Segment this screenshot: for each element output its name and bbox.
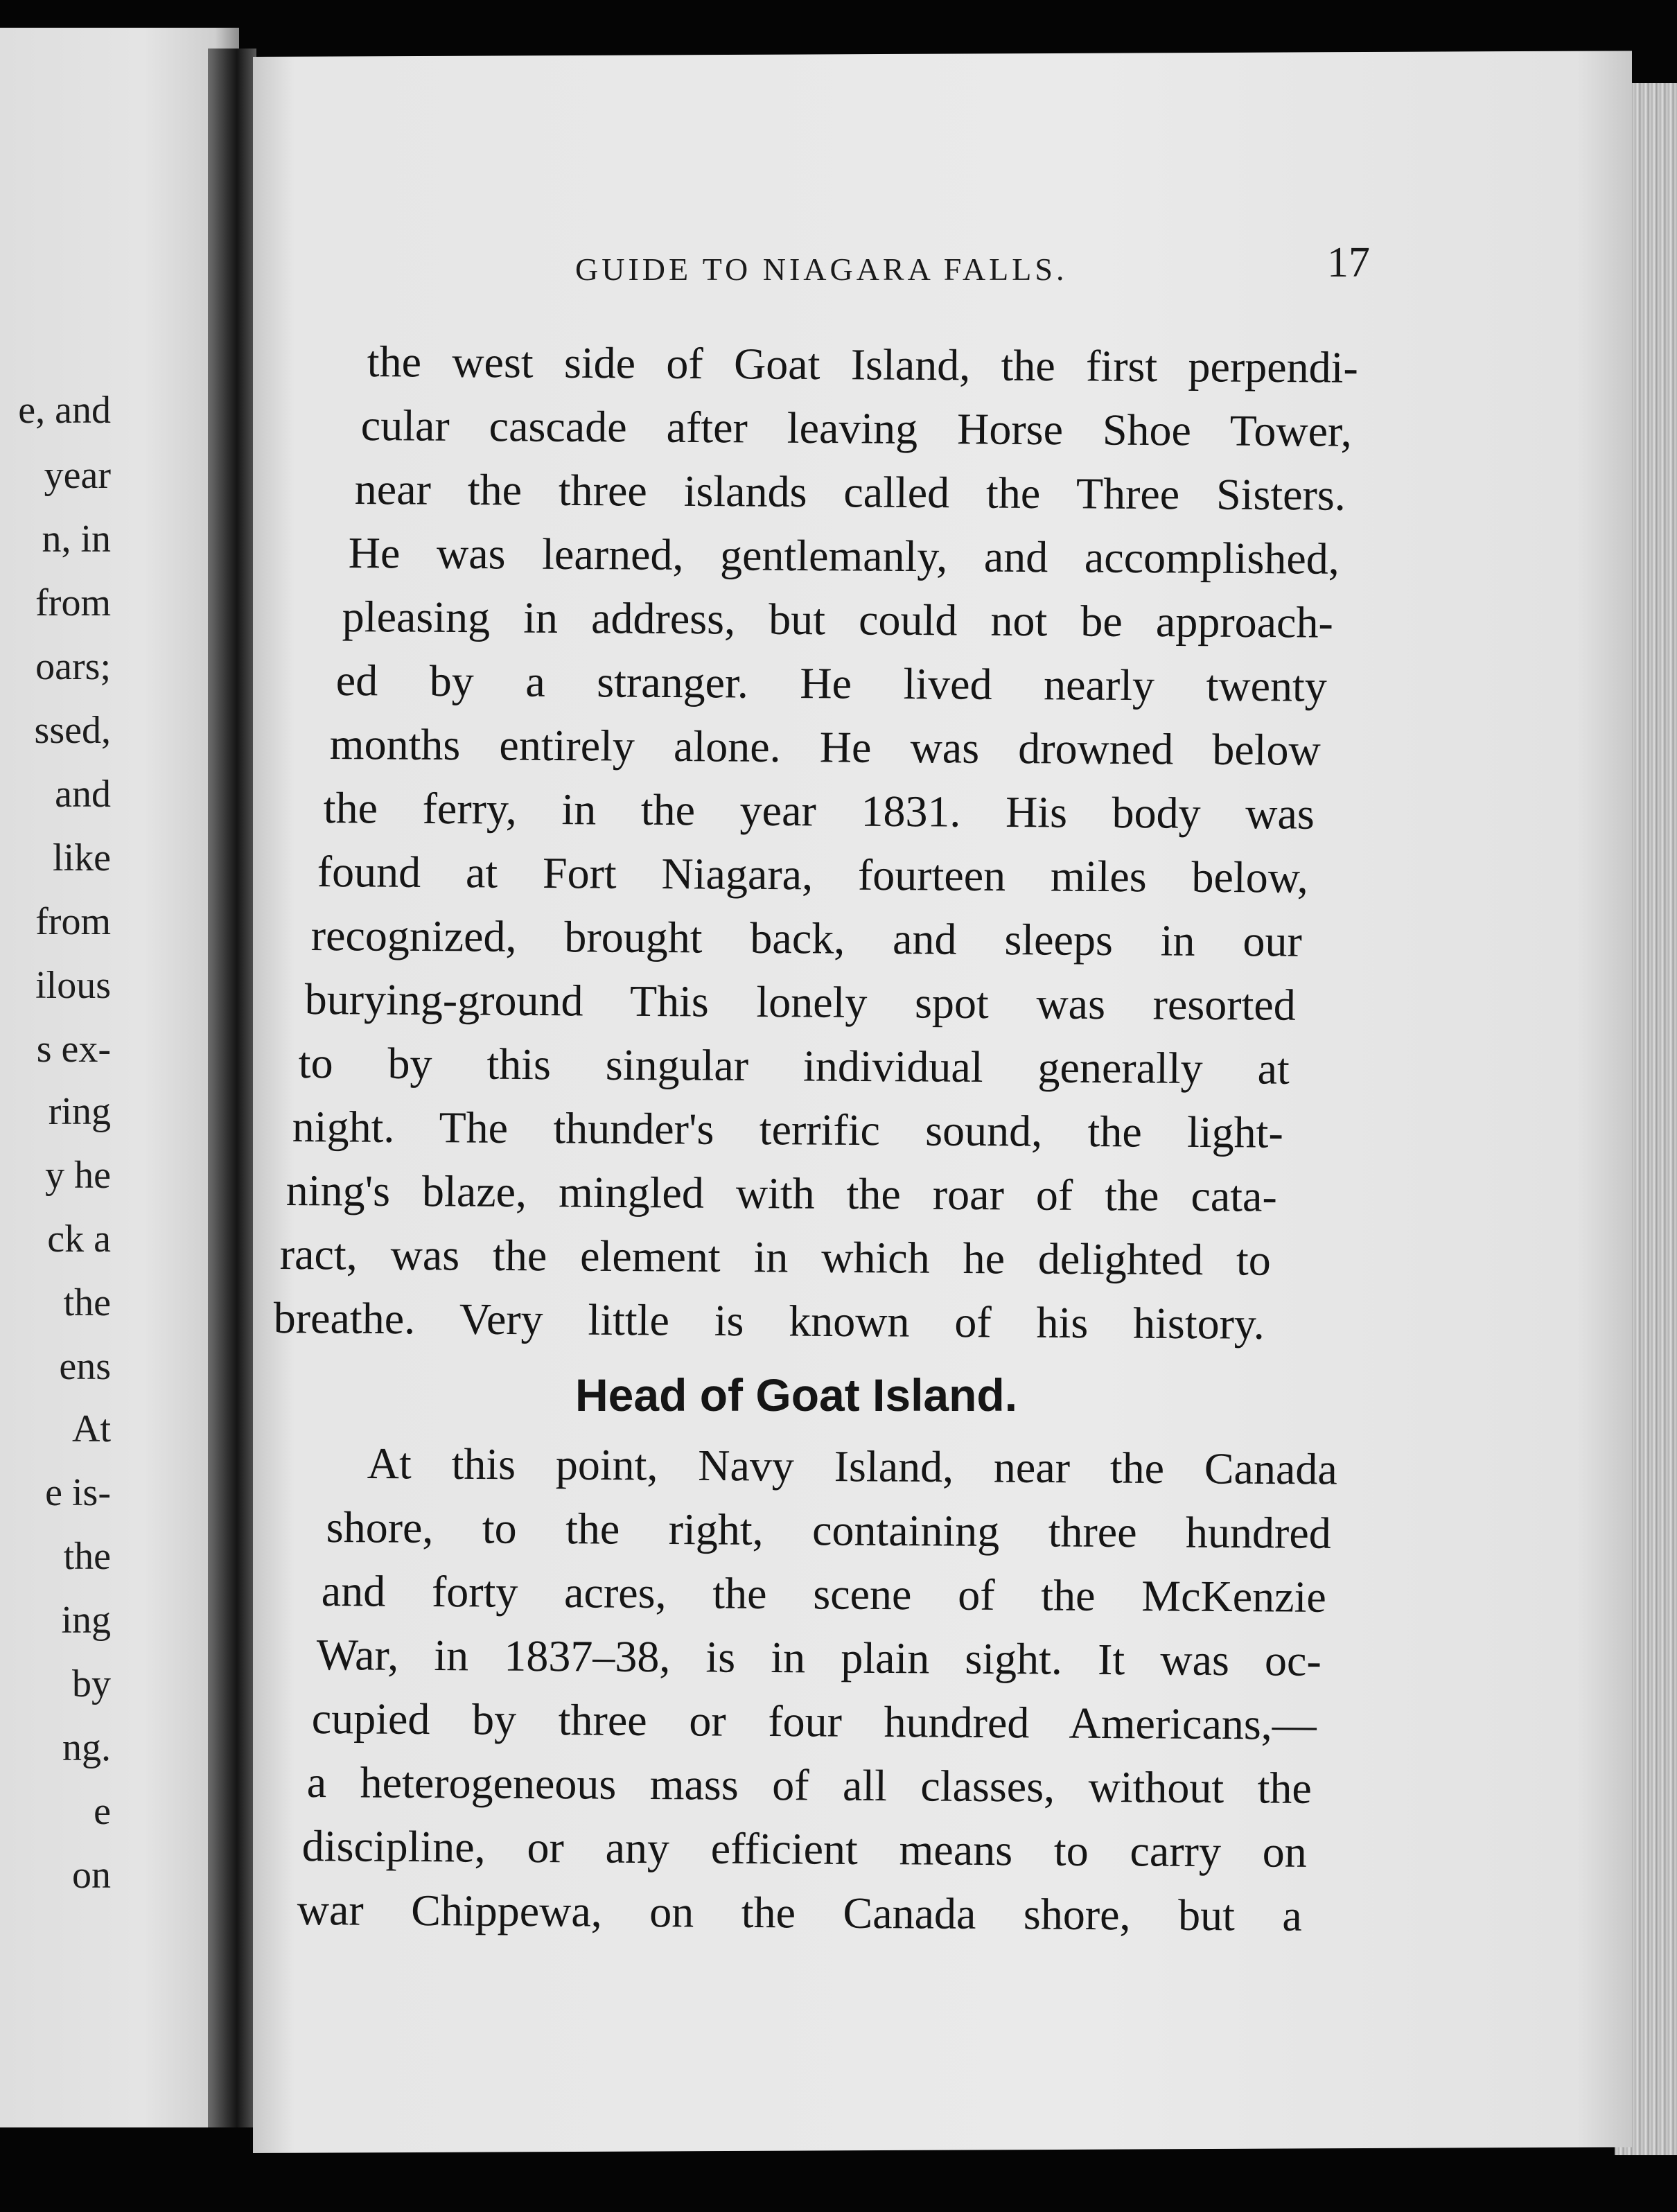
paragraph2-line: War, in 1837–38, is in plain sight. It was oc- (316, 1630, 1322, 1685)
running-head (284, 229, 1393, 312)
paragraph2-line: discipline, or any efficient means to carry on (301, 1821, 1307, 1877)
left-page-fragment: At (72, 1407, 111, 1450)
left-page-fragment: n, in (42, 518, 111, 561)
paragraph1-line: He was learned, gentlemanly, and accomplished, (348, 528, 1340, 583)
paragraph1-line: ed by a stranger. He lived nearly twenty (335, 656, 1327, 711)
left-page-fragment: ens (59, 1345, 111, 1388)
paragraph1-line: recognized, brought back, and sleeps in our (310, 911, 1302, 966)
left-page-fragment: ilous (35, 964, 111, 1007)
left-page-fragment: ng. (62, 1726, 111, 1769)
paragraph1-line: the ferry, in the year 1831. His body was (323, 783, 1315, 839)
left-page-fragment: ring (48, 1090, 111, 1133)
left-page-fragment: e is- (45, 1471, 111, 1514)
left-facing-page (0, 28, 239, 2127)
paragraph2-line: shore, to the right, containing three hundred (326, 1502, 1331, 1558)
paragraph1-line: months entirely alone. He was drowned below (329, 719, 1321, 775)
paragraph2-line: cupied by three or four hundred Americans,— (311, 1694, 1317, 1749)
left-page-fragment: y he (45, 1154, 111, 1197)
paragraph1-line: the west side of Goat Island, the first perpendi- (367, 337, 1358, 392)
left-page-fragment: ck a (47, 1218, 111, 1261)
paragraph1-line: ract, was the element in which he delighted to (279, 1229, 1271, 1285)
left-page-fragment: e (94, 1790, 111, 1833)
left-page-fragment: the (63, 1535, 111, 1578)
paragraph1-line: to by this singular individual generally at (298, 1038, 1290, 1094)
paragraph1-line: pleasing in address, but could not be approach- (342, 592, 1333, 647)
paragraph2-line: At this point, Navy Island, near the Canada (367, 1439, 1337, 1494)
paragraph2-line: war Chippewa, on the Canada shore, but a (297, 1885, 1302, 1940)
left-page-fragment: year (44, 454, 111, 497)
left-page-fragment: ing (61, 1599, 111, 1642)
paragraph1-line: cular cascade after leaving Horse Shoe Tower, (360, 401, 1352, 456)
paragraph1-line: found at Fort Niagara, fourteen miles below, (317, 847, 1308, 902)
left-page-fragment: by (72, 1662, 111, 1705)
running-head-title: GUIDE TO NIAGARA FALLS. (575, 252, 1068, 287)
page-number: 17 (1327, 239, 1370, 286)
left-page-fragment: from (35, 581, 111, 624)
paragraph1-line: ning's blaze, mingled with the roar of the cata- (286, 1166, 1277, 1221)
paragraph1-line: breathe. Very little is known of his history. (273, 1293, 1265, 1349)
left-page-fragment: the (63, 1281, 111, 1324)
section-heading: Head of Goat Island. (575, 1369, 1018, 1421)
left-page-fragment: e, and (18, 389, 111, 432)
left-page-fragment: like (53, 836, 111, 879)
paragraph2-line: and forty acres, the scene of the McKenzie (321, 1566, 1326, 1622)
left-page-fragment: s ex- (36, 1028, 111, 1071)
left-page-fragment: on (72, 1854, 111, 1897)
paragraph1-line: near the three islands called the Three Sisters. (354, 464, 1346, 520)
paragraph1-line: burying-ground This lonely spot was resorted (304, 974, 1296, 1030)
left-page-fragment: and (55, 773, 111, 816)
left-page-fragment: ssed, (34, 709, 111, 752)
paragraph1-line: night. The thunder's terrific sound, the light- (292, 1102, 1283, 1157)
paragraph2-line: a heterogeneous mass of all classes, without the (306, 1757, 1312, 1813)
left-page-fragment: oars; (35, 645, 111, 688)
book-gutter (208, 49, 256, 2127)
left-page-fragment: from (35, 900, 111, 943)
